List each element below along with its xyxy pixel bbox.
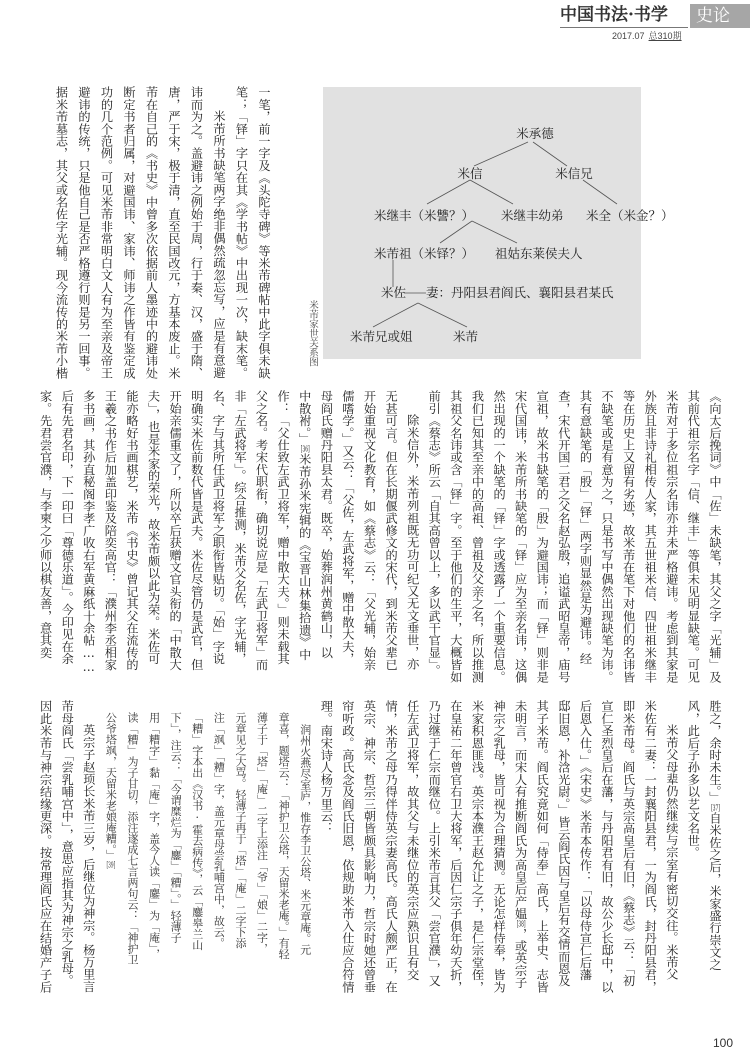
issue-info xyxy=(612,31,682,42)
text-column: 芾在自己的《书史》中曾多次依据前人墨迹中的避讳处 xyxy=(144,86,159,379)
edge-xin-jifeng xyxy=(427,180,470,204)
text-column: 笔；「铎」字只在其《学书帖》中出现一次，缺末笔。 xyxy=(234,86,249,379)
text-column: 邸旧恩，补浛光尉。」皆云阎氏因与皇后有交情而恩及 xyxy=(556,700,571,987)
edge-xin-jifeng-brother xyxy=(470,180,513,204)
text-column: 宣祖，故米书缺笔的「殷」为避国讳；而「铎」则非是 xyxy=(535,390,550,683)
text-column: 润州火燕尽室庐，惟存李卫公塔、米元章庵。元 xyxy=(298,724,312,955)
edge-jifeng-grandfather xyxy=(440,221,472,243)
text-column: 功的几个范例。可见米芾非常明白文人有为至亲及帝王 xyxy=(99,86,114,379)
text-column: 神宗之乳母，皆可视为合理猜测。无论怎样侍奉，皆为 xyxy=(492,700,507,993)
text-column: 后有先君名印，下一印曰「尊德乐道」。今印见在余 xyxy=(60,390,75,665)
text-column: 英宗子赵顼长米芾三岁，后继位为神宗。杨万里言 xyxy=(81,724,96,993)
edge-root-xin-brother xyxy=(533,142,567,166)
node-xin: 米信 xyxy=(457,166,483,181)
edge-xinbrother-quan xyxy=(583,180,617,204)
text-column: 任左武卫将军，故其父与未继位的英宗应熟识且有交 xyxy=(405,700,420,981)
text-column: 其子米芾。阎氏究竟如何「侍奉」高氏，上举史、志皆 xyxy=(535,700,550,993)
text-column: 名、字与其所任武卫将军之职衔皆贴切。「始」字说 xyxy=(211,390,226,665)
diagram-caption: 米芾家世关系图 xyxy=(307,300,318,367)
node-wives: 妻：丹阳县君阎氏、襄阳县君某氏 xyxy=(426,285,614,300)
text-column: 理。南宋诗人杨万里云： xyxy=(319,700,334,835)
text-column: 元章见之大骂。轻薄子再于「塔」「庵」二字下添 xyxy=(233,712,247,949)
text-column: 开始亲儒重文了，所以卒后获赠文官头衔的「中散大 xyxy=(168,390,183,671)
text-column: 《向太后挽词》中「佐」未缺笔，其父之字「光辅」及 xyxy=(708,390,722,683)
footnote-ref: [38] xyxy=(516,919,526,928)
text-block-top xyxy=(45,86,270,379)
text-column: 米芾父母辈仍然继续与宗室有密切交往。米芾父 xyxy=(664,724,679,981)
node-jifeng: 米继丰（米讐？） xyxy=(374,208,475,223)
family-tree-diagram xyxy=(323,87,674,359)
node-zuo: 米佐 xyxy=(381,285,407,300)
node-quan: 米全（米金？） xyxy=(586,208,674,223)
node-great-aunt: 祖姑东莱侯夫人 xyxy=(495,246,583,261)
text-column: 母阎氏赠丹阳县太君。既卒，始葬润州黄鹤山，以 xyxy=(319,390,334,659)
text-column: 无甚可言。但在长期偃武修文的宋代，到米芾父辈已 xyxy=(384,390,399,671)
text-column: 据米芾墓志，其父或名佐字光辅。现今流传的米芾小楷 xyxy=(54,86,69,379)
text-column: 避讳的传统，只是他自己是否严格遵行则是另一回事。 xyxy=(77,86,91,379)
text-column: 断定书者归属，对避国讳、家讳、师讳之作皆有鉴定成 xyxy=(122,86,136,379)
text-column: 下」，注云：「今谓糜烂为「鏖」「糟」。」轻薄子 xyxy=(169,712,183,943)
node-grandfather: 米芾祖（米铎？） xyxy=(374,246,475,261)
text-column: 唐，严于宋，极于清，直至民国改元，方基本废止。米 xyxy=(167,86,181,379)
text-column: 一笔，前一字及《头陀寺碑》等米芾碑帖中此字俱未缺 xyxy=(257,86,271,379)
text-column: 作：「父仕致左武卫将军，赠中散大夫。」则未载其 xyxy=(276,390,291,665)
text-column: 「糟」字本出《汉书·霍去病传》，云「鏖皋兰山 xyxy=(190,712,204,951)
text-column: 除米信外，米芾列祖既无功可纪又无文垂世，亦 xyxy=(405,414,420,671)
node-mifu: 米芾 xyxy=(453,329,479,344)
text-column: 明确实米佐前数代皆是武夫。米佐尽管仍是武官，但 xyxy=(189,390,204,671)
text-column: 米芾所书缺笔两字绝非偶然疏忽忘写，应是有意避 xyxy=(212,110,226,379)
text-column: 儒嗜学。」又云：「父佐，左武将军，赠中散大夫， xyxy=(340,390,355,665)
text-column: 其有意缺笔的「殷」「铎」两字则显然是为避讳。经 xyxy=(578,390,593,665)
text-column: 薄子于「塔」「庵」二字上添注「爷」「娘」二字， xyxy=(255,712,269,954)
text-column: 开始重视文化教育，如《蔡志》云：「父光辅，始亲 xyxy=(362,390,377,671)
text-column: 情，米芾之母乃得伴侍英宗妻高氏。高氏人颇严正，在 xyxy=(384,700,399,993)
page-number: 100 xyxy=(713,1036,734,1050)
text-column: 公爷塔飒，天留米老娘庵糟。」[39] xyxy=(104,712,118,869)
text-column: 米家积恩匪浅。英宗本濮王赵允让之子，是仁宗堂侄， xyxy=(470,700,485,993)
issue-date: 2017.07 xyxy=(612,31,645,41)
text-column: 然出现的一个缺笔的「铎」字或透露了一个重要信息。 xyxy=(492,390,507,683)
text-column: 未明言，而宋人有推断阎氏为高皇后产媪[38]，或英宗子 xyxy=(513,700,528,989)
text-block-bottom xyxy=(30,700,721,993)
text-column: 米芾对于多位祖宗名讳亦并未严格避讳。考虑到其家是 xyxy=(664,390,679,683)
edge-zuo-mifu xyxy=(418,303,467,327)
text-column: 读「糟」为子甘切，添注遂成七言两句云：「神护卫 xyxy=(125,712,139,965)
text-column: 帘听政。高氏念及阎氏旧恩，依规助米芾入仕应合符情 xyxy=(340,700,355,993)
text-column: 芾母阎氏「尝乳哺宫中」，意思应指其为神宗之乳母。 xyxy=(60,700,75,987)
text-block-middle xyxy=(30,390,721,683)
text-column: 注「飒」「糟」字，盖元章母尝乳哺宫中，故云。 xyxy=(212,712,226,949)
edge-root-xin xyxy=(474,142,528,166)
text-column: 后恩入仕。」《宋史》米芾本传作：「以母侍宣仁后藩 xyxy=(578,700,593,981)
footnote-ref: [37] xyxy=(711,803,720,812)
text-column: 家。先君尝官濮，与李柬之少师以棋友善，意其奕 xyxy=(38,390,53,659)
text-column: 王羲之书作后加盖印鉴及陪奕高官：「濮州李丞相家 xyxy=(103,390,118,671)
text-column: 即米芾母。阎氏与英宗高皇后有旧，《蔡志》云：「初 xyxy=(621,700,636,987)
edge-jifeng-greataunt xyxy=(472,221,517,243)
text-column: 米佐有二妻：一封襄阳县君，一为阎氏，封丹阳县君， xyxy=(643,700,658,993)
text-column: 非「左武将军」。综合推测，米芾父名佐，字光辅， xyxy=(232,390,247,665)
text-column: 不缺笔或是有意为之，只是书写中偶然出现缺笔为讳。 xyxy=(600,390,615,683)
issue-number: 总310期 xyxy=(648,31,682,41)
text-column: 多书画，其孙直秘阁李孝广收右军黄麻纸十余帖…… xyxy=(81,390,96,675)
node-root: 米承德 xyxy=(516,126,554,141)
text-column: 其前代祖宗名字「信、继丰」等俱未见明显缺笔。可见 xyxy=(686,390,701,683)
text-column: 能亦略好书画棋艺，米芾《书史》曾记其父在流传的 xyxy=(124,390,139,671)
text-column: 父之名。考宋代职衔，确切说应是「左武卫将军」而 xyxy=(254,390,269,671)
edge-zuo-sibling xyxy=(373,303,418,327)
text-column: 乃过继于仁宗而继位。上引米芾言其父「尝官濮」，又 xyxy=(427,700,442,987)
text-column: 用「糟字」黏「庵」字，盖今人读「鏖」为「庵」， xyxy=(147,712,161,960)
footnote-ref: [39] xyxy=(106,860,116,869)
text-column: 外族且非诗礼相传人家，其五世祖米信、四世祖米继丰 xyxy=(643,390,658,683)
text-column: 因此米芾与神宗结缘更深。按常理阎氏应在结婚产子后 xyxy=(38,700,53,993)
node-sibling: 米芾兄或姐 xyxy=(350,329,413,344)
section-label: 史论 xyxy=(690,4,750,28)
text-column: 在皇祐二年曾官右卫大将军，后因仁宗子俱年幼夭折， xyxy=(448,700,463,993)
text-column: 我们已知其至亲中的高祖、曾祖及父亲之名，所以推测 xyxy=(470,390,485,683)
text-column: 其祖父名讳或含「铎」字。至于他们的生平，大概皆如 xyxy=(448,390,463,683)
text-column: 胜之，余时未生。」[37]自米佐之后，米家盛行崇文之 xyxy=(708,700,722,971)
text-column: 章喜，题塔云：「神护卫公塔，天留米老庵。」有轻 xyxy=(277,712,291,960)
family-tree-svg xyxy=(323,87,674,359)
text-column: 英宗、神宗、哲宗三朝皆颇具影响力，哲宗时她还曾垂 xyxy=(362,700,377,993)
text-column: 查，宋代开国二君之父名赵弘殷，追谥武昭皇帝，庙号 xyxy=(556,390,571,683)
node-xin-brother: 米信兄 xyxy=(555,166,593,181)
footnote-ref: [36] xyxy=(300,444,310,453)
header-divider xyxy=(560,27,688,28)
text-column: 前引《蔡志》所云「自其高曾以上，多以武干官显」。 xyxy=(427,390,442,677)
text-column: 宣仁圣烈皇后在藩，与丹阳君有旧，故公少长邸中，以 xyxy=(600,700,615,993)
text-column: 宋代国讳，米芾所书缺笔的「铎」应为至亲名讳，这偶 xyxy=(513,390,528,683)
text-column: 讳而为之。盖避讳之例始于周，行于秦、汉，盛于隋、 xyxy=(189,86,204,379)
text-column: 夫」，也是米家的荣光，故米芾颇以此为荣。米佐可 xyxy=(146,390,161,665)
text-column: 中散袝。」[36]米芾孙米宪辑的《宝晋山林集拾遗》中 xyxy=(297,390,312,661)
text-column: 风，此后子孙多以艺文名世。 xyxy=(686,700,701,859)
node-jifeng-brother: 米继丰幼弟 xyxy=(501,208,564,223)
journal-title: 中国书法·书学 xyxy=(560,5,668,25)
text-column: 等在历史上又留有劣迹，故米芾在笔下对他们的名讳皆 xyxy=(621,390,636,683)
